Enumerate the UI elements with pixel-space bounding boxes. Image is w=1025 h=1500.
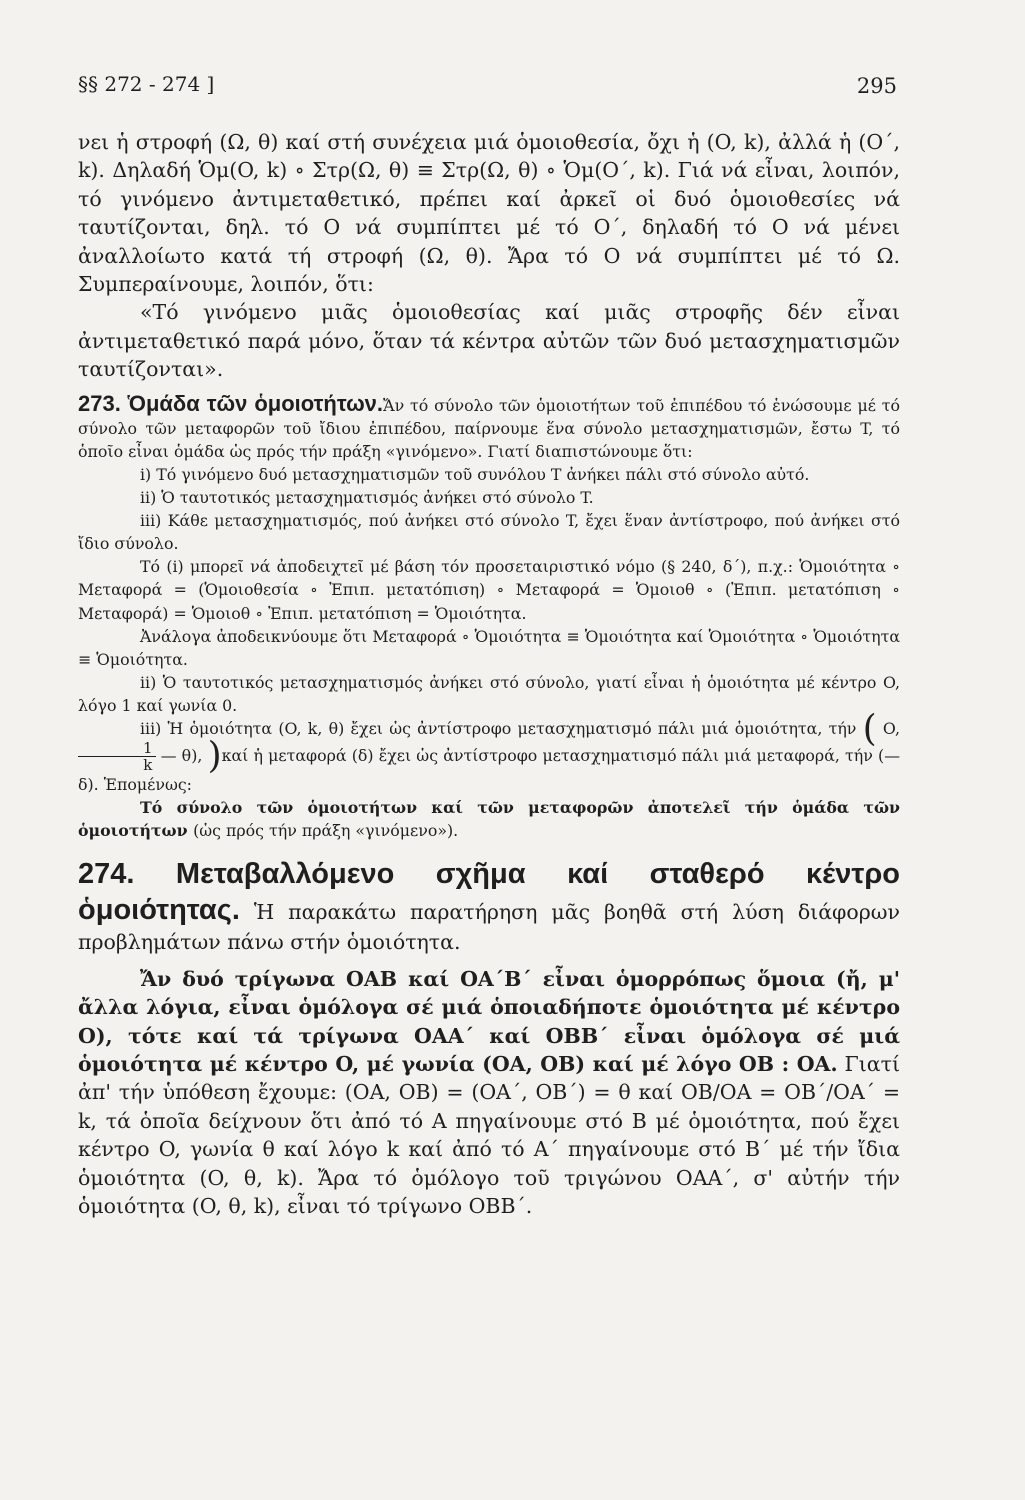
property-ii: ii) Ὁ ταυτοτικός μετασχηματισμός ἀνήκει στό σύνολο T.	[140, 488, 594, 508]
sec274-intro: Ἡ παρακάτω παρατήρηση μᾶς βοηθᾶ στή λύση διάφορων προβλημάτων πάνω στήν ὁμοιότητα.	[78, 900, 900, 955]
sec272-quote: «Τό γινόμενο μιᾶς ὁμοιοθεσίας καί μιᾶς στροφῆς δέν εἶναι ἀντιμεταθετικό παρά μόνο, ὅταν τά κέντρα αὐτῶν τῶν δυό μετασχηματισμῶν ταυτίζονται».	[78, 300, 900, 382]
sec274-theorem-paragraph	[78, 965, 900, 1221]
property-iii: iii) Κάθε μετασχηματισμός, πού ἀνήκει στό σύνολο T, ἔχει ἕναν ἀντίστροφο, πού ἀνήκει στό ἴδιο σύνολο.	[78, 511, 900, 554]
sec274-proof: Γιατί ἀπ' τήν ὑπόθεση ἔχουμε: (OA, OB) = (OA΄, OB΄) = θ καί OB/OA = OB΄/OA΄ = k, τά ὁποῖα δείχνουν ὅτι ἀπό τό A πηγαίνουμε στό B μέ ὁμοιότητα, πού ἔχει κέντρο O, γωνία θ καί λόγο k καί ἀπό τό A΄ πηγαίνουμε στό B΄ μέ τήν ἴδια ὁμοιότητα (O, θ, k). Ἄρα τό ὁμόλογο τοῦ τριγώνου OAA΄, σ' αὐτήν τήν ὁμοιότητα (O, θ, k), εἶναι τό τρίγωνο OBB΄.	[78, 1051, 900, 1218]
fraction-one-over-k: $\frac{1}{k}$	[78, 740, 156, 773]
sec274-heading: 274. Μεταβαλλόμενο σχῆμα καί σταθερό κέντρο ὁμοιότητας.	[78, 858, 900, 927]
section-range: §§ 272 - 274 ]	[78, 72, 215, 96]
proof-i: Τό (i) μπορεῖ νά ἀποδειχτεῖ μέ βάση τόν προσεταιριστικό νόμο (§ 240, δ΄), π.χ.: Ὁμοιότητα ∘ Μεταφορά = (Ὁμοιοθεσία ∘ Ἐπιπ. μετατόπιση) ∘ Μεταφορά = Ὁμοιοθ ∘ (Ἐπιπ. μετατόπιση ∘ Μεταφορά) = Ὁμοιοθ ∘ Ἐπιπ. μετατόπιση = Ὁμοιότητα.	[78, 557, 900, 623]
page-body	[78, 128, 900, 1220]
sec274-theorem: Ἄν δυό τρίγωνα OAB καί OA΄B΄ εἶναι ὁμορρόπως ὅμοια (ἤ, μ' ἄλλα λόγια, εἶναι ὁμόλογα σέ μιά ὁποιαδήποτε ὁμοιότητα μέ κέντρο O), τότε καί τά τρίγωνα OAA΄ καί OBB΄ εἶναι ὁμόλογα σέ μιά ὁμοιότητα μέ κέντρο O, μέ γωνία (OA, OB) καί μέ λόγο OB : OA.	[78, 966, 900, 1076]
proof-i-analog: Ἀνάλογα ἀποδεικνύουμε ὅτι Μεταφορά ∘ Ὁμοιότητα ≡ Ὁμοιότητα καί Ὁμοιότητα ∘ Ὁμοιότητα ≡ Ὁμοιότητα.	[78, 626, 900, 669]
page-number: 295	[856, 74, 897, 98]
group-conclusion: Τό σύνολο τῶν ὁμοιοτήτων καί τῶν μεταφορῶν ἀποτελεῖ τήν ὁμάδα τῶν ὁμοιοτήτων (ὡς πρός τήν πράξη «γινόμενο»).	[78, 798, 900, 841]
proof-ii: ii) Ὁ ταυτοτικός μετασχηματισμός ἀνήκει στό σύνολο, γιατί εἶναι ἡ ὁμοιότητα μέ κέντρο O, λόγο 1 καί γωνία 0.	[78, 672, 900, 715]
page-header	[78, 72, 897, 106]
sec273-intro: Ἄν τό σύνολο τῶν ὁμοιοτήτων τοῦ ἐπιπέδου τό ἑνώσουμε μέ τό σύνολο τῶν μεταφορῶν τοῦ ἴδιου ἐπιπέδου, παίρνουμε ἕνα σύνολο μετασχηματισμῶν, ἔστω T, τό ὁποῖο εἶναι ὁμάδα ὡς πρός τήν πράξη «γινόμενο». Γιατί διαπιστώνουμε ὅτι:	[78, 395, 900, 461]
proof-iii: iii) Ἡ ὁμοιότητα (O, k, θ) ἔχει ὡς ἀντίστροφο μετασχηματισμό πάλι μιά ὁμοιότητα, τήν ( O, $\frac{1}{k}$ — θ), )καί ἡ μεταφορά (δ) ἔχει ὡς ἀντίστροφο μετασχηματισμό πάλι μιά μεταφορά, τήν (— δ). Ἑπομένως:	[78, 708, 900, 795]
sec272-paragraph: νει ἡ στροφή (Ω, θ) καί στή συνέχεια μιά ὁμοιοθεσία, ὄχι ἡ (O, k), ἀλλά ἡ (O΄, k). Δηλαδή Ὁμ(O, k) ∘ Στρ(Ω, θ) ≡ Στρ(Ω, θ) ∘ Ὁμ(O΄, k). Γιά νά εἶναι, λοιπόν, τό γινόμενο ἀντιμεταθετικό, πρέπει καί ἀρκεῖ οἱ δυό ὁμοιοθεσίες νά ταυτίζονται, δηλ. τό O νά συμπίπτει μέ τό O΄, δηλαδή τό O νά μένει ἀναλλοίωτο κατά τή στροφή (Ω, θ). Ἄρα τό O νά συμπίπτει μέ τό Ω. Συμπεραίνουμε, λοιπόν, ὅτι:	[78, 130, 900, 297]
sec273-heading: 273. Ὁμάδα τῶν ὁμοιοτήτων.	[78, 390, 383, 416]
property-i: i) Τό γινόμενο δυό μετασχηματισμῶν τοῦ συνόλου T ἀνήκει πάλι στό σύνολο αὐτό.	[140, 464, 810, 484]
sec274-intro-paragraph	[78, 856, 900, 956]
sec273-intro-paragraph	[78, 392, 900, 463]
